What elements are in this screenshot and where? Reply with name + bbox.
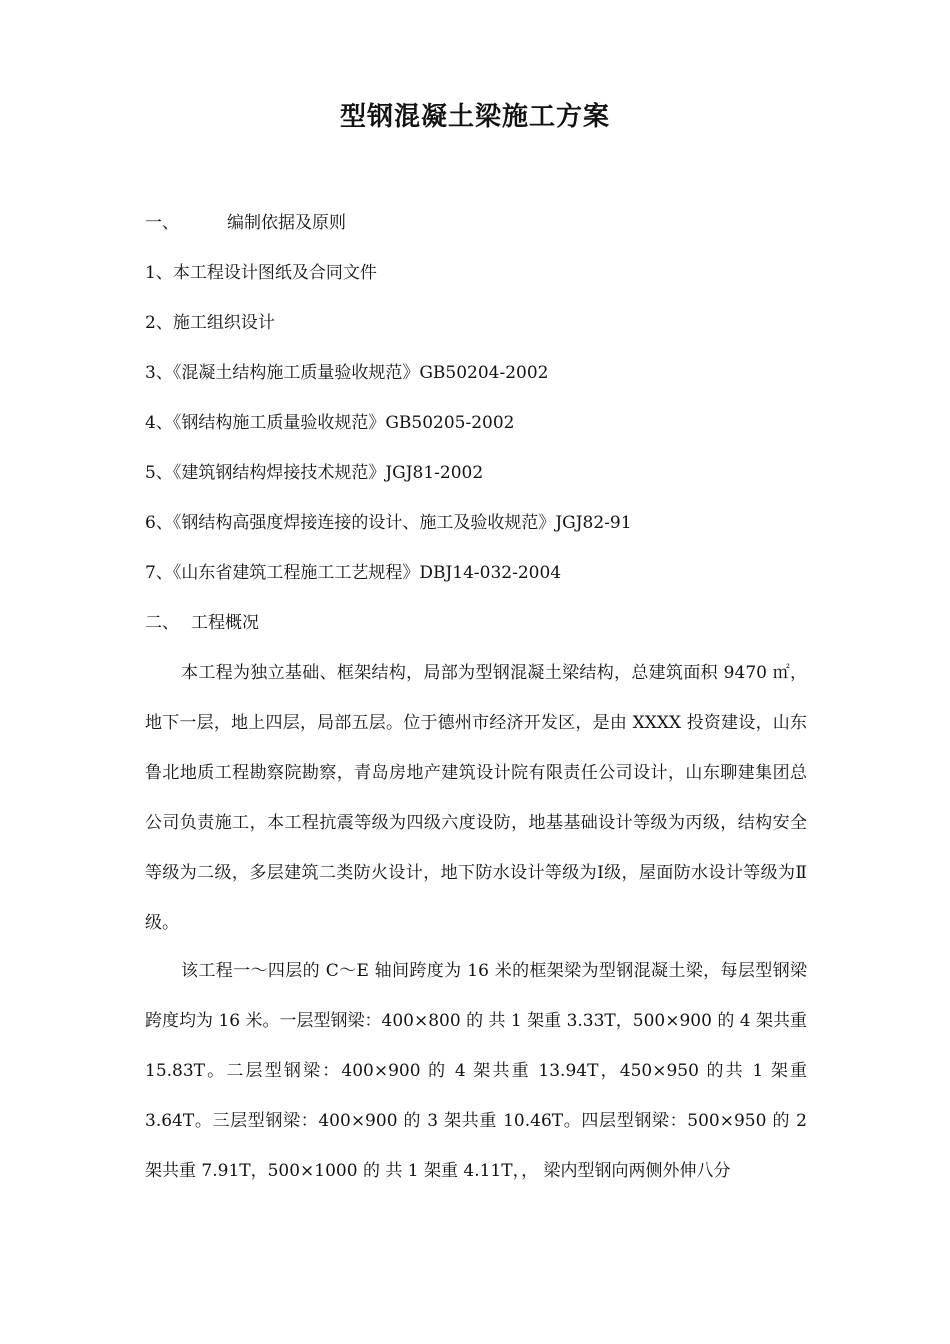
body-paragraph: 该工程一～四层的 C～E 轴间跨度为 16 米的框架梁为型钢混凝土梁，每层型钢梁跨度均为 16 米。一层型钢梁：400×800 的 共 1 架重 3.33T，500×900 的 4 架共重 15.83T。二层型钢梁：400×900 的 4 架共重 13.94T，450×950 的共 1 架重 3.64T。三层型钢梁：400×900 的 3 架共重 10.46T。四层型钢梁：500×950 的 2 架共重 7.91T，500×1000 的 共 1 架重 4.11T，， 梁内型钢向两侧外伸八分 [145,961,807,1181]
section-title: 编制依据及原则 [227,213,346,233]
section-number: 一、 [145,213,179,233]
reference-item: 5、《建筑钢结构焊接技术规范》JGJ81-2002 [145,463,484,483]
body-paragraph: 本工程为独立基础、框架结构，局部为型钢混凝土梁结构，总建筑面积 9470 ㎡，地下一层，地上四层，局部五层。位于德州市经济开发区，是由 XXXX 投资建设，山东鲁北地质工程勘察院勘察，青岛房地产建筑设计院有限责任公司设计，山东聊建集团总公司负责施工，本工程抗震等级为四级六度设防，地基基础设计等级为丙级，结构安全等级为二级，多层建筑二类防火设计，地下防水设计等级为Ⅰ级，屋面防水设计等级为Ⅱ级。 [145,663,807,933]
section-heading-2 [145,611,259,635]
section-title: 工程概况 [191,613,259,633]
reference-item: 4、《钢结构施工质量验收规范》GB50205-2002 [145,413,515,433]
reference-item: 7、《山东省建筑工程施工工艺规程》DBJ14-032-2004 [145,563,562,583]
reference-item: 2、施工组织设计 [145,313,275,333]
reference-item: 3、《混凝土结构施工质量验收规范》GB50204-2002 [145,363,549,383]
section-heading-1 [145,211,346,235]
document-title: 型钢混凝土梁施工方案 [339,102,610,132]
reference-item: 1、本工程设计图纸及合同文件 [145,263,377,283]
reference-item: 6、《钢结构高强度焊接连接的设计、施工及验收规范》JGJ82-91 [145,513,632,533]
section-number: 二、 [145,613,179,633]
